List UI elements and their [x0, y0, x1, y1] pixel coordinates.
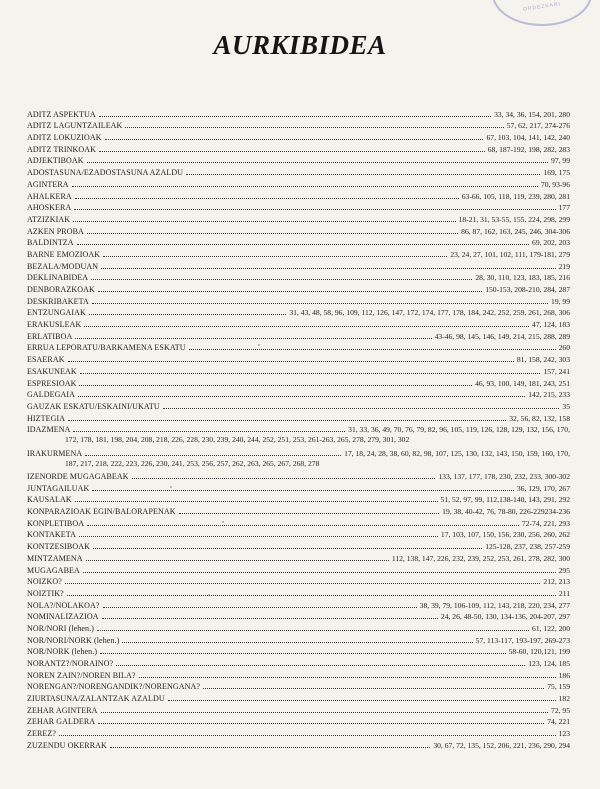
index-entry: [27, 248, 570, 260]
index-entry: [27, 669, 570, 681]
index-entry: [27, 155, 570, 167]
index-term: KONTZESIBOAK: [27, 542, 90, 552]
index-pages: 46, 93, 100, 149, 181, 243, 251: [475, 378, 570, 388]
index-term: KONTAKETA: [27, 530, 76, 540]
index-pages: 72, 95: [551, 705, 570, 715]
index-term: DENBORAZKOAK: [27, 285, 95, 294]
index-list: [27, 108, 570, 751]
stamp-text: ORDEZKARI: [522, 1, 562, 13]
index-entry: [27, 190, 570, 202]
dot-leader: [93, 548, 482, 549]
index-term: NOR/NORI (lehen.): [27, 623, 95, 633]
page-title: AURKIBIDEA: [213, 30, 387, 60]
index-term: KAUSALAK: [27, 495, 72, 505]
index-pages: 30, 67, 72, 135, 152, 206, 221, 236, 290, 294: [433, 740, 570, 750]
index-pages: 123: [558, 729, 570, 739]
index-term: NOR/NORI/NORK (lehen.): [27, 635, 120, 645]
index-term: HIZTEGIA: [27, 413, 66, 423]
index-term: NOMINALIZAZIOA: [27, 612, 99, 622]
index-term: DEKLINABIDEA: [27, 273, 89, 283]
index-term: KONPARAZIOAK EGIN/BALORAPENAK: [27, 507, 176, 517]
dot-leader: [78, 396, 525, 397]
index-entry: [27, 646, 570, 658]
index-entry: [27, 225, 570, 237]
index-term: ESPRESIOAK: [27, 378, 77, 388]
index-pages: 68, 187-192, 198, 282, 283: [487, 144, 570, 154]
index-term: NORENGAN?/NORENGANDIK?/NORENGANA?: [27, 682, 201, 692]
index-term: IDAZMENA: [27, 425, 71, 435]
dot-leader: [67, 595, 556, 596]
index-term: IRAKURMENA: [27, 448, 83, 458]
dot-leader: [86, 560, 389, 561]
index-entry: [27, 540, 570, 552]
index-pages: 32, 56, 82, 132, 158: [509, 413, 570, 423]
index-entry: [27, 295, 570, 307]
index-pages: 142, 215, 233: [528, 390, 570, 400]
index-term: NOREN ZAIN?/NOREN BILA?: [27, 670, 136, 680]
index-entry: [27, 704, 570, 716]
index-pages: 17, 103, 107, 150, 156, 230, 256, 260, 262: [440, 530, 570, 540]
dot-leader: [122, 642, 472, 643]
dot-leader: [132, 478, 436, 479]
index-term: BALDINTZA: [27, 238, 74, 248]
index-term: ADJEKTIBOAK: [27, 156, 84, 166]
index-pages: 23, 24, 27, 101, 102, 111, 179-181, 279: [450, 249, 570, 259]
index-entry: [27, 599, 570, 611]
index-pages: 211: [558, 588, 570, 598]
index-entry: [27, 307, 570, 319]
index-pages: 260: [558, 343, 570, 353]
index-entry: [27, 283, 570, 295]
index-term: NOR/NORK (lehen.): [27, 647, 98, 657]
dot-leader: [101, 712, 549, 713]
index-pages: 24, 26, 48-50, 130, 134-136, 204-207, 297: [440, 612, 570, 622]
dot-leader: [203, 688, 544, 689]
paper-speck: [222, 521, 224, 523]
index-term: MUGAGABEA: [27, 565, 80, 575]
index-term: ADITZ TRINKOAK: [27, 144, 97, 154]
dot-leader: [84, 326, 529, 327]
index-term: GAUZAK ESKATU/ESKAINI/UKATU: [27, 401, 160, 411]
dot-leader: [179, 513, 440, 514]
index-pages: 212, 213: [543, 577, 570, 587]
index-pages: 19, 38, 40-42, 76, 78-80, 226-229234-236: [442, 507, 570, 517]
index-entry: [27, 727, 570, 739]
index-term: BEZALA/MODUAN: [27, 261, 99, 271]
dot-leader: [80, 373, 541, 374]
index-term: ZEHAR GALDERA: [27, 717, 96, 727]
index-pages: 69, 202, 203: [532, 238, 570, 248]
index-entry: [27, 447, 570, 470]
dot-leader: [103, 256, 447, 257]
index-entry: [27, 108, 570, 120]
dot-leader: [75, 338, 431, 339]
dot-leader: [101, 268, 556, 269]
index-pages: 295: [558, 565, 570, 575]
index-term: AGINTERA: [27, 179, 69, 189]
index-pages: 51, 52, 97, 99, 112,138-140, 143, 291, 292: [440, 495, 570, 505]
index-pages: 133, 137, 177, 178, 230, 232, 233, 300-302: [438, 472, 570, 481]
index-pages: 74, 221: [547, 717, 570, 727]
index-pages: 182: [558, 694, 570, 704]
index-entry: [27, 494, 570, 506]
index-term: ESAERAK: [27, 355, 65, 365]
index-entry: [27, 272, 570, 284]
index-pages: 33, 34, 36, 154, 201, 280: [494, 109, 570, 119]
index-pages: 70, 93-96: [540, 179, 570, 189]
index-entry: [27, 587, 570, 599]
index-pages: 47, 124, 183: [532, 320, 570, 330]
paper-speck: [170, 486, 172, 488]
index-pages-continued: 187, 217, 218, 222, 223, 226, 230, 241, 253, 256, 257, 262, 263, 265, 267, 268, 278: [65, 458, 320, 468]
dot-leader: [75, 198, 459, 199]
index-entry: [27, 681, 570, 693]
index-pages: 125-128, 237, 238, 257-259: [485, 542, 570, 552]
dot-leader: [87, 525, 519, 526]
index-pages-continued: 172, 178, 181, 198, 204, 208, 218, 226, 228, 230, 239, 240, 244, 252, 251, 253, 261-263, 265, 278, 279, 301, 302: [65, 435, 410, 445]
index-entry: [27, 716, 570, 728]
index-entry: [27, 342, 570, 354]
library-stamp: [492, 0, 592, 26]
index-term: KONPLETIBOA: [27, 518, 85, 528]
index-term: NOLA?/NOLAKOA?: [27, 600, 100, 610]
index-term: ERRUA LEPORATU/BARKAMENA ESKATU: [27, 343, 186, 353]
index-entry: [27, 657, 570, 669]
index-entry: [27, 131, 570, 143]
dot-leader: [87, 162, 548, 163]
index-entry: [27, 377, 570, 389]
index-pages: 75, 159: [547, 682, 570, 692]
dot-leader: [103, 607, 417, 608]
dot-leader: [72, 186, 538, 187]
index-entry: [27, 611, 570, 623]
index-term: ERLATIBOA: [27, 331, 73, 341]
index-term: ESAKUNEAK: [27, 366, 77, 376]
dot-leader: [189, 349, 556, 350]
dot-leader: [59, 735, 556, 736]
dot-leader: [186, 174, 540, 175]
index-term: JUNTAGAILUAK: [27, 483, 90, 493]
index-entry: [27, 143, 570, 155]
dot-leader: [99, 151, 485, 152]
index-entry: [27, 330, 570, 342]
index-pages: 186: [558, 670, 570, 680]
index-pages: 17, 18, 24, 28, 38, 60, 82, 98, 107, 125, 130, 132, 143, 150, 159, 160, 170,: [344, 448, 570, 458]
dot-leader: [105, 139, 484, 140]
index-entry: [27, 564, 570, 576]
dot-leader: [99, 116, 491, 117]
dot-leader: [102, 618, 438, 619]
index-entry: [27, 389, 570, 401]
index-pages: 28, 30, 110, 123, 183, 185, 216: [475, 273, 570, 283]
index-pages: 150-153, 208-210, 284, 287: [485, 285, 570, 294]
index-entry: [27, 318, 570, 330]
index-entry: [27, 260, 570, 272]
index-pages: 57, 62, 217, 274-276: [506, 121, 570, 131]
index-pages: 38, 39, 79, 106-109, 112, 143, 218, 220, 234, 277: [419, 600, 570, 610]
index-pages: 31, 43, 48, 58, 96, 109, 112, 126, 147, 172, 174, 177, 178, 184, 242, 252, 259, 261, 268, 306: [289, 308, 570, 318]
index-term: AHALKERA: [27, 191, 72, 201]
index-entry: [27, 213, 570, 225]
index-entry: [27, 505, 570, 517]
index-term: DESKRIBAKETA: [27, 296, 89, 306]
dot-leader: [98, 291, 482, 292]
index-pages: 86, 87, 162, 163, 245, 246, 304-306: [461, 226, 570, 236]
dot-leader: [100, 653, 505, 654]
dot-leader: [85, 455, 341, 456]
index-term: ERAKUSLEAK: [27, 320, 82, 330]
dot-leader: [75, 501, 438, 502]
dot-leader: [87, 233, 458, 234]
dot-leader: [97, 630, 529, 631]
index-pages: 63-66, 105, 118, 119, 239, 280, 281: [461, 191, 570, 201]
paper-speck: [208, 594, 210, 596]
dot-leader: [89, 314, 286, 315]
index-pages: 123, 124, 185: [528, 659, 570, 668]
dot-leader: [116, 665, 525, 666]
dot-leader: [73, 431, 345, 432]
index-term: ZIURTASUNA/ZALANTZAK AZALDU: [27, 694, 165, 704]
index-pages: 72-74, 221, 293: [521, 518, 570, 528]
index-term: IZENORDE MUGAGABEAK: [27, 472, 129, 481]
index-entry: [27, 576, 570, 588]
index-pages: 19, 99: [551, 296, 570, 306]
dot-leader: [83, 572, 556, 573]
index-pages: 36, 129, 170, 267: [516, 483, 570, 493]
index-entry: [27, 400, 570, 412]
dot-leader: [92, 303, 548, 304]
dot-leader: [110, 747, 430, 748]
dot-leader: [77, 244, 529, 245]
dot-leader: [73, 221, 456, 222]
dot-leader: [125, 127, 503, 128]
index-entry: [27, 424, 570, 447]
index-pages: 58-60, 120,121, 199: [508, 647, 570, 657]
index-entry: [27, 353, 570, 365]
index-entry: [27, 178, 570, 190]
index-pages: 31, 33, 36, 49, 70, 76, 79, 82, 96, 105, 119, 126, 128, 129, 132, 156, 170,: [348, 425, 570, 435]
dot-leader: [163, 408, 560, 409]
index-term: ZEREZ?: [27, 729, 57, 739]
index-term: ADITZ LAGUNTZAILEAK: [27, 121, 123, 131]
index-entry: [27, 622, 570, 634]
index-pages: 177: [558, 203, 570, 213]
dot-leader: [91, 279, 472, 280]
dot-leader: [79, 536, 438, 537]
dot-leader: [139, 677, 556, 678]
index-entry: [27, 412, 570, 424]
dot-leader: [168, 700, 556, 701]
index-entry: [27, 529, 570, 541]
index-entry: [27, 120, 570, 132]
index-term: MINTZAMENA: [27, 553, 83, 563]
index-entry: [27, 237, 570, 249]
paper-speck: [258, 344, 260, 346]
index-pages: 18-21, 31, 53-55, 155, 224, 298, 299: [458, 214, 570, 224]
index-entry: [27, 634, 570, 646]
index-pages: 97, 99: [551, 156, 570, 166]
index-pages: 43-46, 98, 145, 146, 149, 214, 215, 288, 289: [434, 331, 570, 341]
index-term: ENTZUNGAIAK: [27, 308, 86, 318]
dot-leader: [92, 490, 514, 491]
index-entry: [27, 365, 570, 377]
index-entry: [27, 552, 570, 564]
index-entry: [27, 692, 570, 704]
index-entry: [27, 470, 570, 482]
index-term: NORANTZ?/NORAINO?: [27, 659, 114, 668]
index-pages: 112, 138, 147, 226, 232, 239, 252, 253, 261, 278, 282, 300: [391, 553, 570, 563]
index-term: BARNE EMOZIOAK: [27, 249, 101, 259]
index-term: ZEHAR AGINTERA: [27, 705, 98, 715]
dot-leader: [68, 361, 514, 362]
dot-leader: [98, 723, 544, 724]
index-term: ADOSTASUNA/EZADOSTASUNA AZALDU: [27, 168, 184, 178]
index-term: NOIZTIK?: [27, 588, 64, 598]
index-term: AZKEN PROBA: [27, 226, 84, 236]
index-pages: 157, 241: [543, 366, 570, 376]
index-entry: [27, 166, 570, 178]
index-term: ATZIZKIAK: [27, 214, 71, 224]
index-entry: [27, 482, 570, 494]
dot-leader: [65, 583, 541, 584]
index-term: NOIZKO?: [27, 577, 62, 587]
index-pages: 61, 122, 200: [532, 623, 570, 633]
index-pages: 35: [562, 401, 570, 411]
index-entry: [27, 517, 570, 529]
index-pages: 57, 113-117, 193-197, 269-273: [475, 635, 570, 645]
index-pages: 169, 175: [543, 168, 570, 178]
index-term: AHOSKERA: [27, 203, 72, 213]
index-term: ZUZENDU OKERRAK: [27, 740, 107, 750]
dot-leader: [68, 420, 506, 421]
index-pages: 81, 158, 242, 303: [516, 355, 570, 365]
index-term: ADITZ LOKUZIOAK: [27, 133, 102, 143]
index-entry: [27, 739, 570, 751]
index-entry: [27, 202, 570, 214]
dot-leader: [79, 385, 472, 386]
dot-leader: [74, 209, 555, 210]
index-pages: 219: [558, 261, 570, 271]
index-term: ADITZ ASPEKTUA: [27, 109, 96, 119]
index-term: GALDEGAIA: [27, 390, 76, 400]
index-pages: 67, 103, 104, 141, 142, 240: [486, 133, 570, 143]
